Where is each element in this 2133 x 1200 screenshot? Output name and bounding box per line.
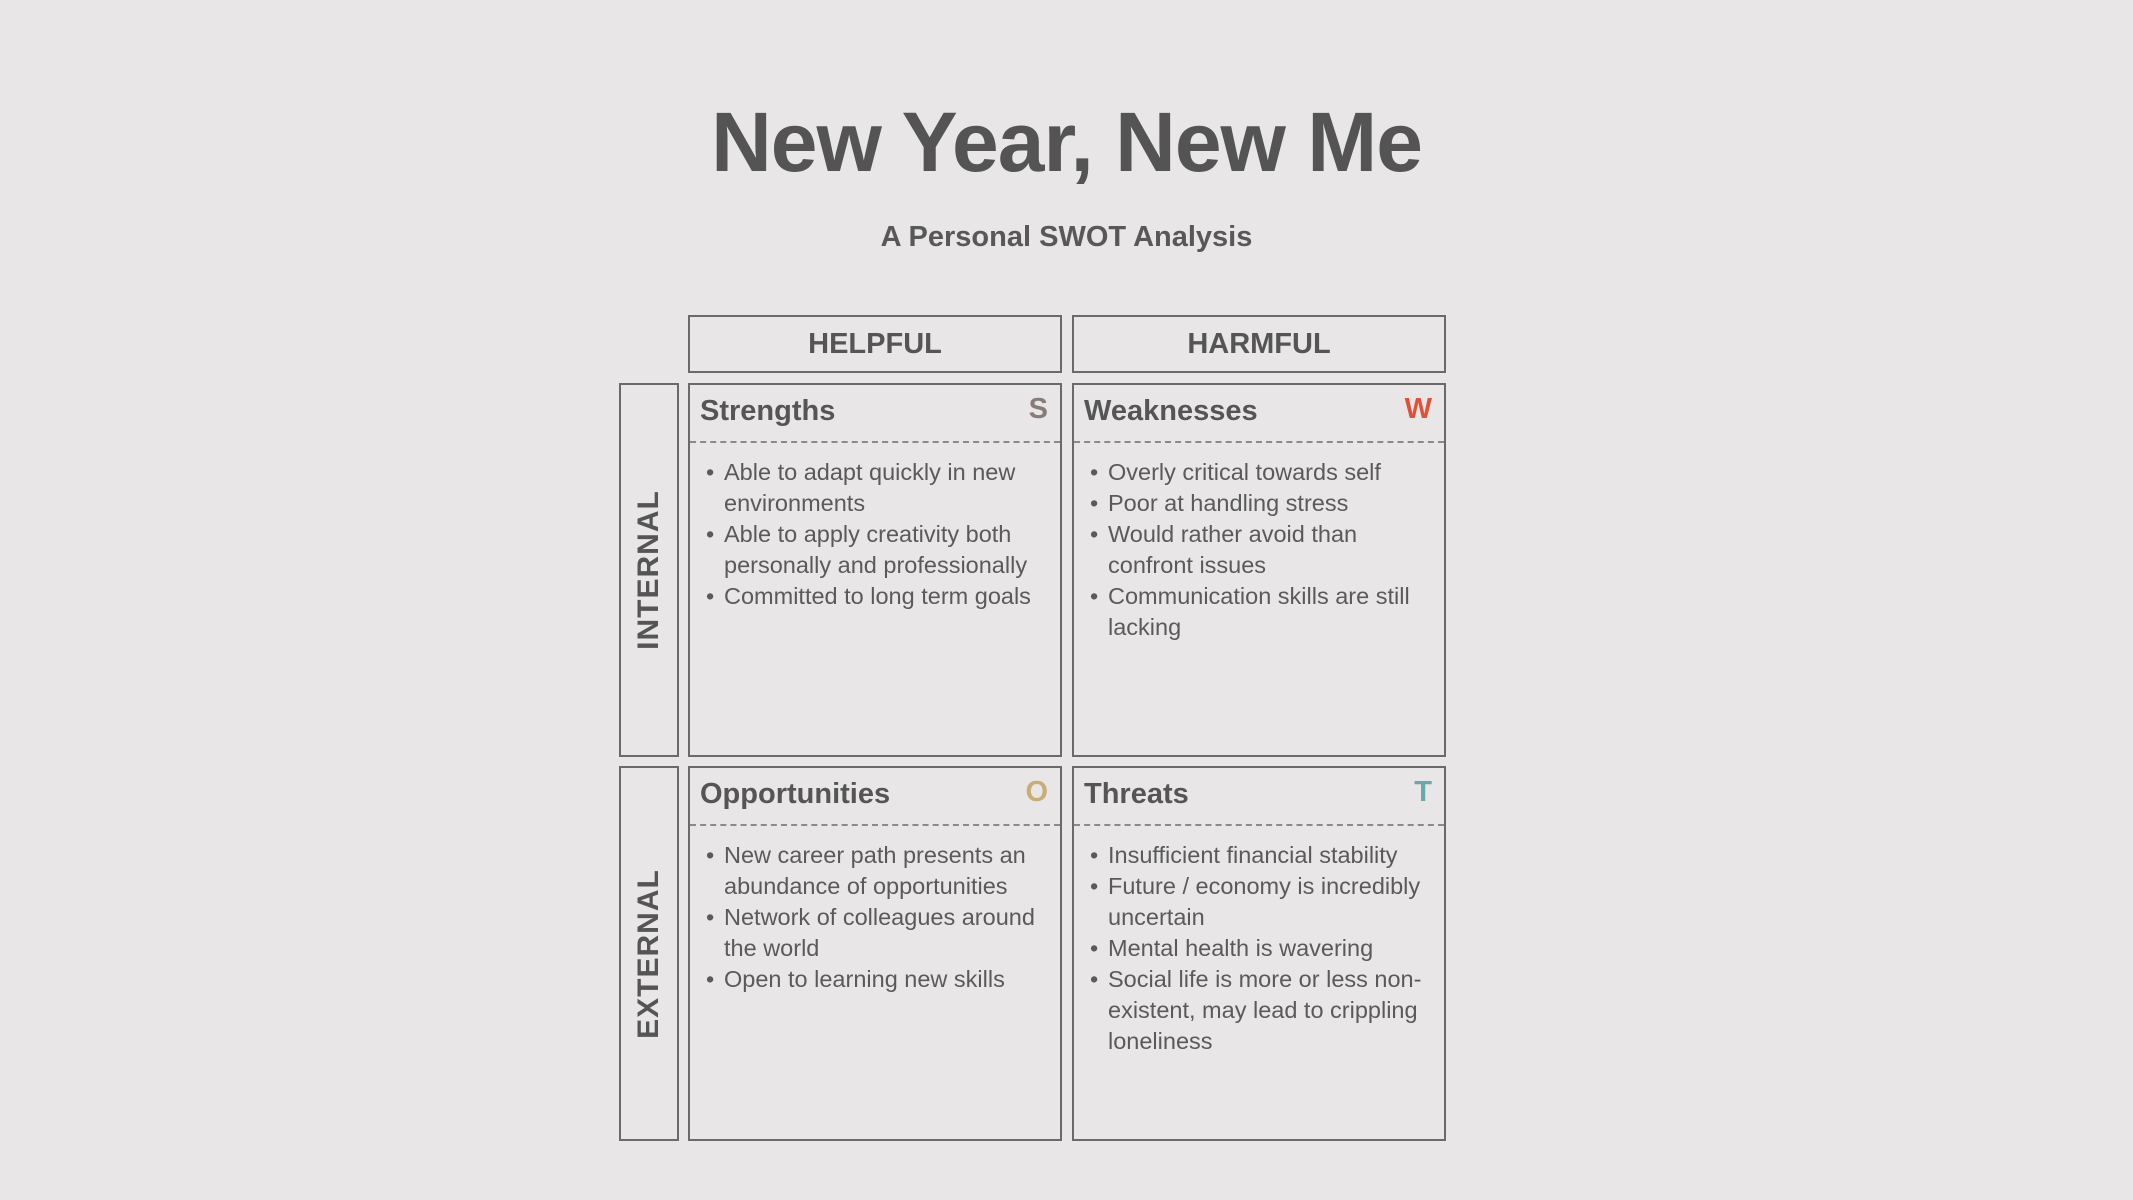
list-item: • Open to learning new skills xyxy=(724,964,1050,995)
list-item: • Insufficient financial stability xyxy=(1108,840,1434,871)
quadrant-title: Strengths xyxy=(700,395,836,427)
list-item: • Mental health is wavering xyxy=(1108,933,1434,964)
quadrant-header xyxy=(690,768,1060,826)
list-item: • Able to adapt quickly in new environments xyxy=(724,457,1050,519)
page-subtitle: A Personal SWOT Analysis xyxy=(880,221,1253,253)
strengths-letter-icon: S xyxy=(1028,393,1048,425)
opportunities-list xyxy=(690,826,1060,995)
list-item: • Committed to long term goals xyxy=(724,581,1050,612)
quadrant-title: Opportunities xyxy=(700,778,891,810)
opportunities-letter-icon: O xyxy=(1025,776,1048,808)
row-label-external: EXTERNAL xyxy=(632,868,665,1039)
row-header-external xyxy=(619,766,679,1141)
list-item: • Future / economy is incredibly uncertain xyxy=(1108,871,1434,933)
quadrant-threats xyxy=(1072,766,1446,1141)
list-item: • Communication skills are still lacking xyxy=(1108,581,1434,643)
quadrant-weaknesses xyxy=(1072,383,1446,757)
quadrant-opportunities xyxy=(688,766,1062,1141)
threats-letter-icon: T xyxy=(1414,776,1432,808)
column-header-helpful: HELPFUL xyxy=(688,315,1062,373)
list-item: • Able to apply creativity both personally and professionally xyxy=(724,519,1050,581)
row-label-internal: INTERNAL xyxy=(632,490,665,650)
list-item: • Network of colleagues around the world xyxy=(724,902,1050,964)
row-header-internal xyxy=(619,383,679,757)
strengths-list xyxy=(690,443,1060,612)
quadrant-header xyxy=(690,385,1060,443)
page-title: New Year, New Me xyxy=(711,95,1422,189)
quadrant-title: Weaknesses xyxy=(1084,395,1258,427)
weaknesses-letter-icon: W xyxy=(1404,393,1432,425)
list-item: • Social life is more or less non-existent, may lead to crippling loneliness xyxy=(1108,964,1434,1057)
quadrant-strengths xyxy=(688,383,1062,757)
quadrant-header xyxy=(1074,385,1444,443)
threats-list xyxy=(1074,826,1444,1057)
quadrant-header xyxy=(1074,768,1444,826)
quadrant-title: Threats xyxy=(1084,778,1189,810)
list-item: • Overly critical towards self xyxy=(1108,457,1434,488)
weaknesses-list xyxy=(1074,443,1444,643)
list-item: • Poor at handling stress xyxy=(1108,488,1434,519)
column-header-harmful: HARMFUL xyxy=(1072,315,1446,373)
list-item: • Would rather avoid than confront issues xyxy=(1108,519,1434,581)
list-item: • New career path presents an abundance of opportunities xyxy=(724,840,1050,902)
